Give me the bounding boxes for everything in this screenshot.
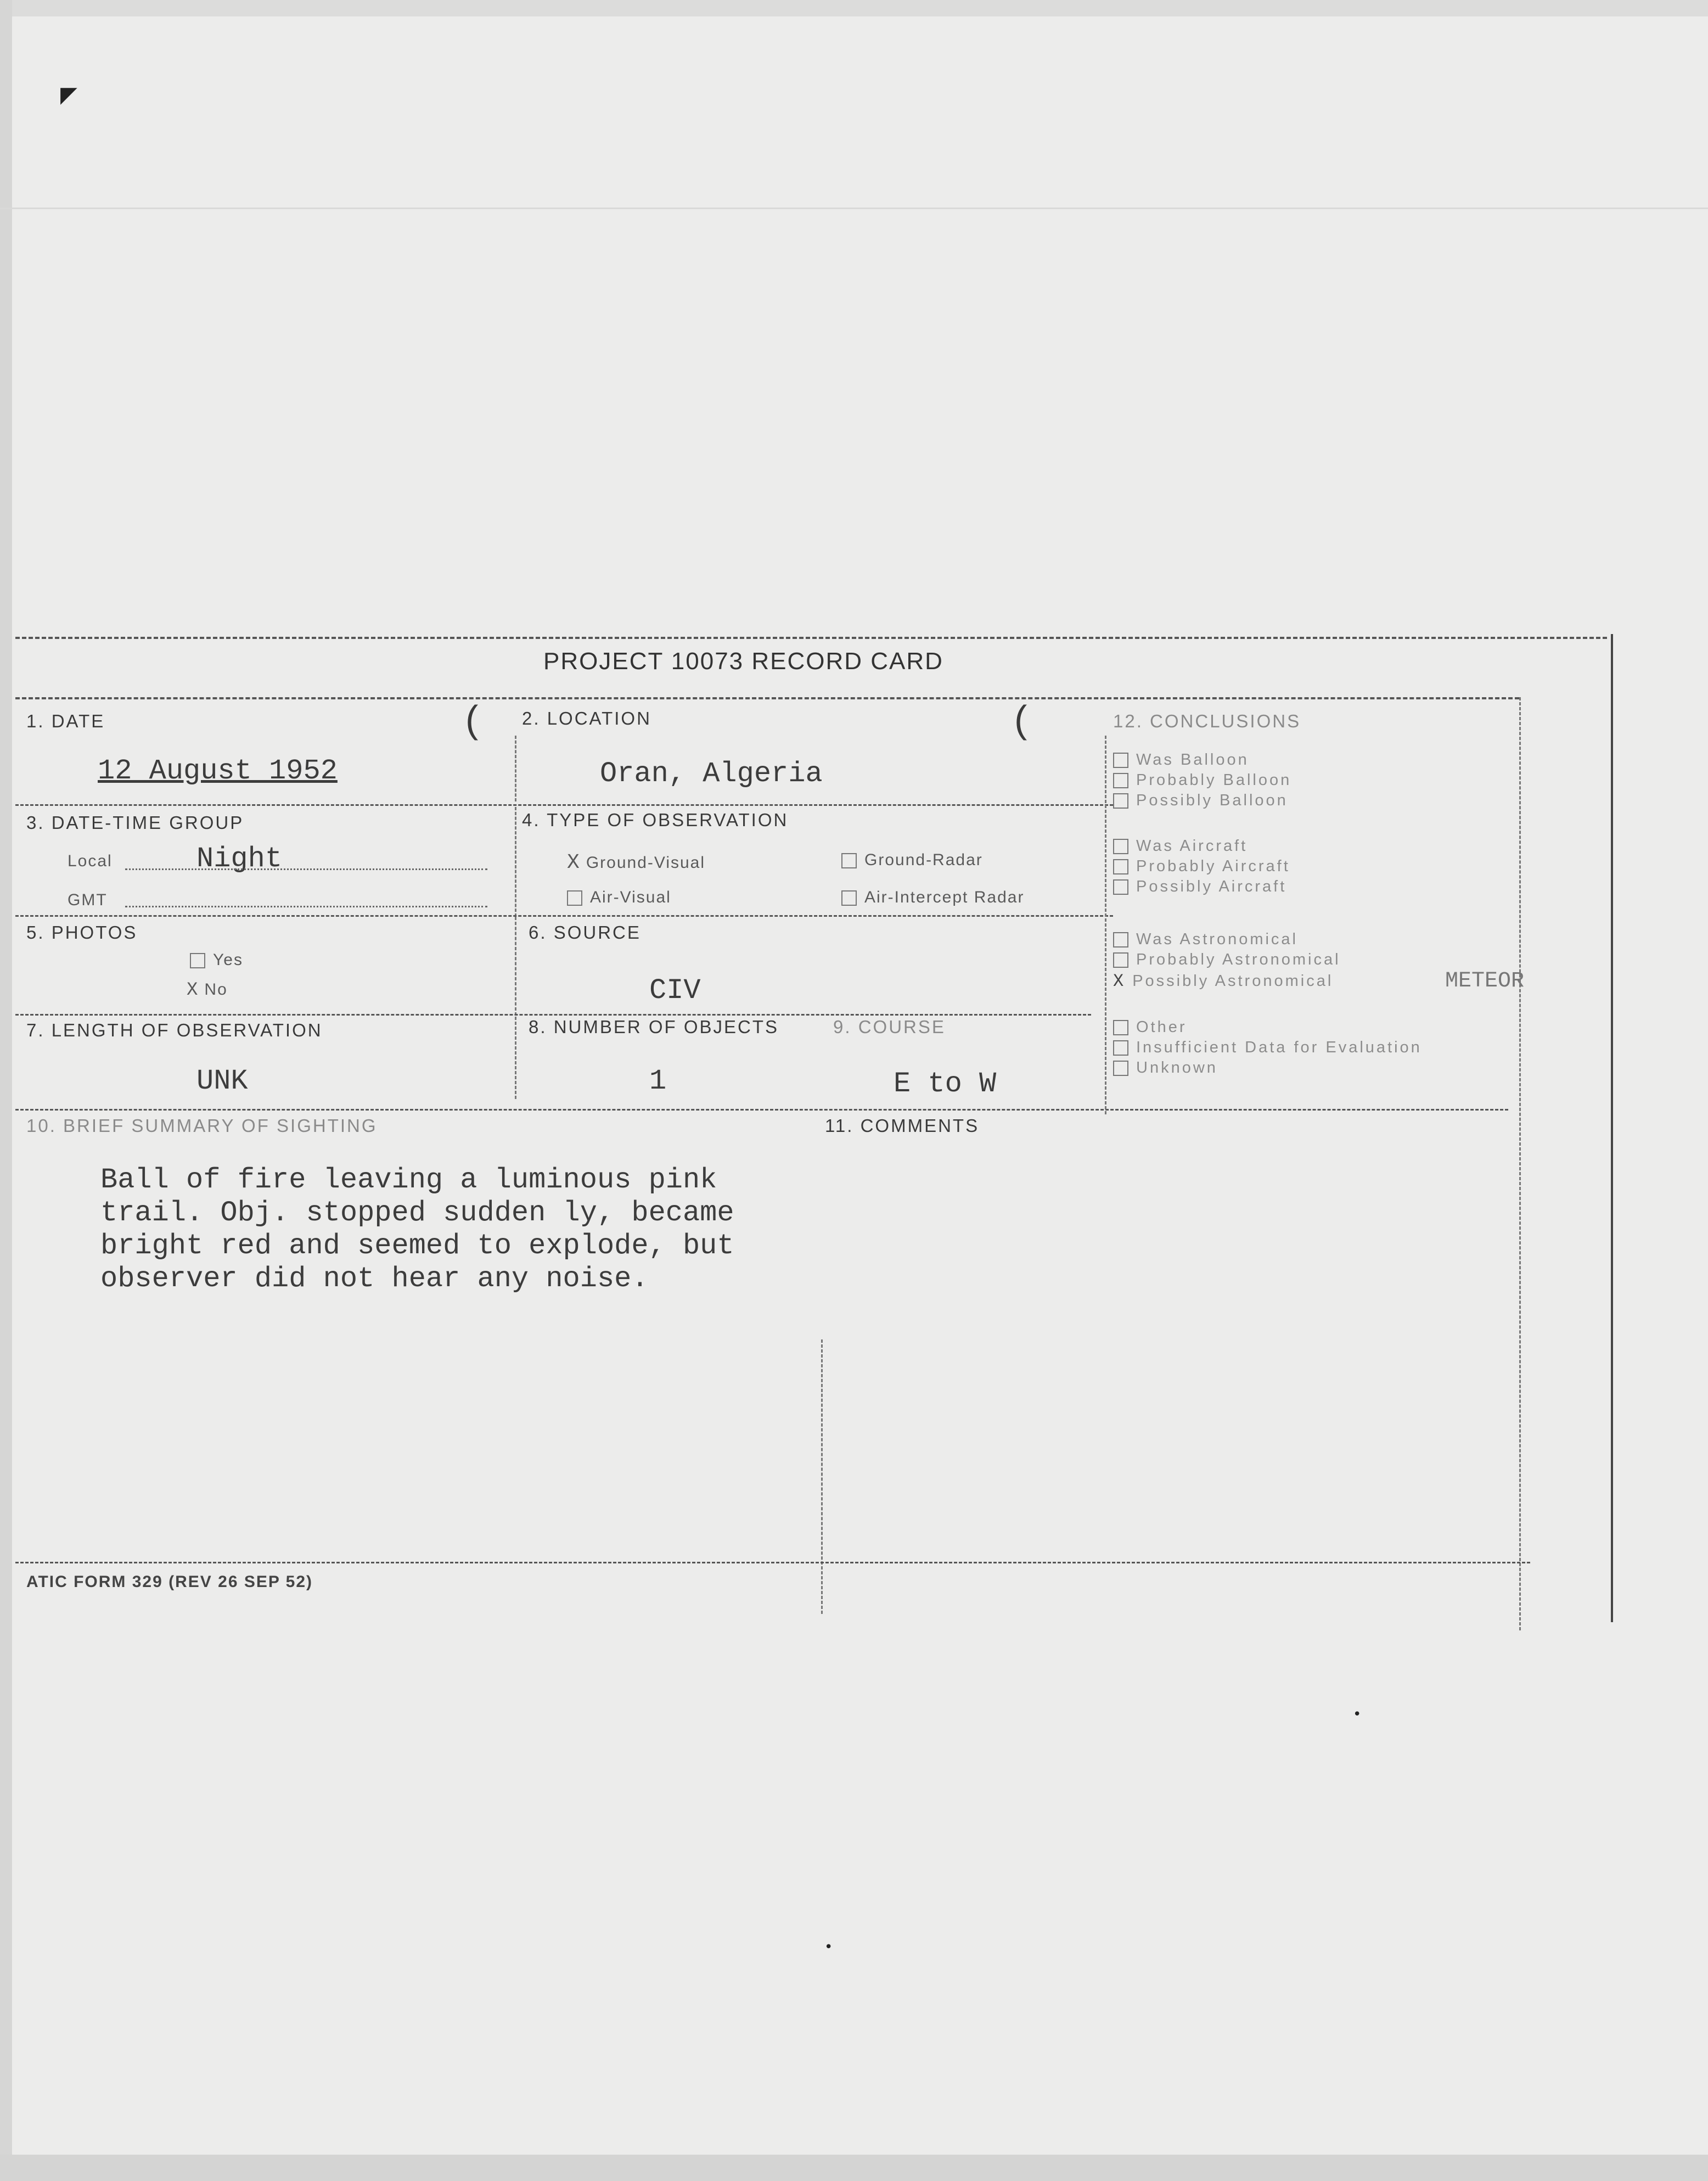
- conclusions-divider: [1105, 736, 1106, 1114]
- card-top-rule: [15, 637, 1607, 639]
- checkbox-icon: [1113, 1020, 1128, 1035]
- location-label: 2. LOCATION: [522, 708, 651, 728]
- checkbox-icon: [567, 890, 582, 906]
- checkbox-icon: [1113, 839, 1128, 854]
- bracket-date: (: [465, 698, 479, 741]
- form-right-rule: [1519, 697, 1521, 1630]
- conclusions-label: 12. CONCLUSIONS: [1113, 711, 1301, 731]
- checkbox-icon: [1113, 793, 1128, 809]
- col-divider-3: [515, 917, 516, 1016]
- speck: •: [824, 1939, 833, 1955]
- row-rule-4: [15, 1109, 1508, 1111]
- speck: •: [1353, 1706, 1362, 1723]
- conclusion-other: Other: [1113, 1018, 1187, 1036]
- conclusion-probably-aircraft: Probably Aircraft: [1113, 857, 1290, 876]
- col-divider-4: [515, 1017, 516, 1099]
- corner-mark: ◤: [60, 82, 77, 108]
- conclusion-possibly-balloon: Possibly Balloon: [1113, 792, 1288, 810]
- record-card: [15, 626, 1623, 1614]
- conclusion-probably-balloon: Probably Balloon: [1113, 771, 1291, 789]
- brief-summary-label: 10. BRIEF SUMMARY OF SIGHTING: [26, 1115, 378, 1136]
- row-rule-3: [15, 1014, 1091, 1016]
- conclusion-was-balloon: Was Balloon: [1113, 751, 1249, 769]
- col-divider-2: [515, 807, 516, 917]
- number-of-objects-label: 8. NUMBER OF OBJECTS: [529, 1017, 779, 1037]
- option-air-visual: Air-Visual: [567, 888, 671, 907]
- summary-line-2: trail. Obj. stopped sudden ly, became: [100, 1197, 734, 1229]
- local-label: Local: [68, 852, 113, 870]
- course-value: E to W: [894, 1068, 997, 1100]
- type-of-observation-label: 4. TYPE OF OBSERVATION: [522, 810, 789, 830]
- summary-line-1: Ball of fire leaving a luminous pink: [100, 1164, 717, 1196]
- date-value: 12 August 1952: [98, 755, 338, 787]
- conclusion-insufficient-data: Insufficient Data for Evaluation: [1113, 1039, 1422, 1057]
- form-number: ATIC FORM 329 (REV 26 SEP 52): [26, 1573, 313, 1591]
- left-scan-shadow: [0, 0, 12, 2181]
- row-rule-1: [15, 804, 1113, 806]
- date-time-group-label: 3. DATE-TIME GROUP: [26, 812, 244, 833]
- checkbox-icon: [1113, 1040, 1128, 1056]
- option-air-intercept-radar: Air-Intercept Radar: [841, 888, 1024, 907]
- card-bottom-rule: [15, 1562, 1530, 1563]
- source-value: CIV: [649, 974, 701, 1007]
- checkbox-icon: [1113, 879, 1128, 895]
- col-divider-1: [515, 736, 516, 801]
- course-label: 9. COURSE: [833, 1017, 946, 1037]
- conclusion-possibly-aircraft: Possibly Aircraft: [1113, 878, 1286, 896]
- sheet-top-edge: [0, 0, 1708, 16]
- date-label: 1. DATE: [26, 711, 105, 731]
- local-underline: [125, 868, 487, 870]
- card-right-border: [1611, 634, 1613, 1622]
- comments-label: 11. COMMENTS: [825, 1115, 980, 1136]
- checkbox-icon: [1113, 753, 1128, 768]
- gmt-underline: [125, 906, 487, 907]
- local-value: Night: [196, 843, 283, 875]
- photos-label: 5. PHOTOS: [26, 922, 138, 943]
- length-of-observation-value: UNK: [196, 1065, 248, 1097]
- option-ground-radar: Ground-Radar: [841, 851, 983, 870]
- conclusion-unknown: Unknown: [1113, 1059, 1218, 1077]
- checkbox-icon: [1113, 859, 1128, 874]
- number-of-objects-value: 1: [649, 1065, 667, 1097]
- photos-yes: Yes: [190, 951, 243, 969]
- col-divider-5: [821, 1339, 823, 1614]
- option-ground-visual: X Ground-Visual: [567, 851, 706, 874]
- bracket-location: (: [1014, 698, 1027, 741]
- source-label: 6. SOURCE: [529, 922, 641, 943]
- checkbox-icon: [841, 890, 857, 906]
- conclusion-note: METEOR: [1445, 969, 1525, 994]
- photos-no: X No: [187, 980, 228, 1001]
- gmt-label: GMT: [68, 891, 108, 909]
- row-rule-2: [15, 915, 1113, 917]
- paper-fold-line: [0, 208, 1708, 209]
- summary-line-4: observer did not hear any noise.: [100, 1263, 649, 1295]
- checkbox-icon: [1113, 932, 1128, 947]
- location-value: Oran, Algeria: [600, 758, 823, 790]
- summary-line-3: bright red and seemed to explode, but: [100, 1230, 734, 1262]
- checkbox-icon: [190, 953, 205, 968]
- checked-x-icon: X: [1113, 971, 1126, 991]
- checked-x-icon: X: [567, 851, 581, 874]
- checkbox-icon: [841, 853, 857, 868]
- checkbox-icon: [1113, 773, 1128, 788]
- conclusion-probably-astronomical: Probably Astronomical: [1113, 951, 1341, 969]
- card-title: PROJECT 10073 RECORD CARD: [543, 648, 943, 675]
- sheet-bottom-edge: [0, 2155, 1708, 2181]
- length-of-observation-label: 7. LENGTH OF OBSERVATION: [26, 1020, 323, 1040]
- conclusion-was-astronomical: Was Astronomical: [1113, 930, 1298, 949]
- checkbox-icon: [1113, 952, 1128, 968]
- conclusion-was-aircraft: Was Aircraft: [1113, 837, 1248, 855]
- header-rule: [15, 697, 1519, 699]
- checked-x-icon: X: [187, 980, 199, 1001]
- conclusion-possibly-astronomical: X Possibly Astronomical: [1113, 971, 1334, 991]
- checkbox-icon: [1113, 1061, 1128, 1076]
